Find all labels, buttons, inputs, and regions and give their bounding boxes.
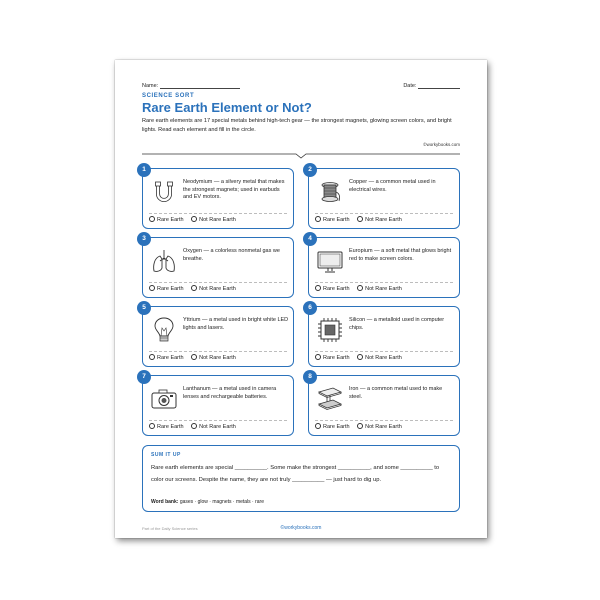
light-bulb-icon bbox=[149, 315, 179, 345]
computer-chip-icon bbox=[315, 315, 345, 345]
option-label: Not Rare Earth bbox=[365, 355, 402, 361]
question-text: Yttrium — a metal used in bright white LED lights and lasers. bbox=[183, 317, 289, 331]
card-divider bbox=[149, 213, 287, 214]
option-not-rare-earth[interactable] bbox=[191, 285, 236, 292]
answer-options bbox=[315, 216, 408, 223]
option-label: Rare Earth bbox=[323, 286, 350, 292]
site-footer: ©workybooks.com bbox=[280, 525, 322, 531]
card-divider bbox=[315, 351, 453, 352]
option-rare-earth[interactable] bbox=[149, 423, 184, 430]
option-label: Not Rare Earth bbox=[199, 355, 236, 361]
radio-circle[interactable] bbox=[315, 423, 321, 429]
option-rare-earth[interactable] bbox=[149, 216, 184, 223]
question-number-badge: 6 bbox=[303, 301, 317, 315]
series-footer: Part of the Daily Science series bbox=[142, 526, 198, 531]
radio-circle[interactable] bbox=[191, 285, 197, 291]
camera-icon bbox=[149, 384, 179, 414]
option-rare-earth[interactable] bbox=[149, 285, 184, 292]
radio-circle[interactable] bbox=[191, 216, 197, 222]
option-label: Rare Earth bbox=[157, 424, 184, 430]
option-rare-earth[interactable] bbox=[315, 216, 350, 223]
question-card-1 bbox=[142, 168, 294, 229]
monitor-icon bbox=[315, 246, 345, 276]
radio-circle[interactable] bbox=[357, 216, 363, 222]
option-label: Rare Earth bbox=[323, 355, 350, 361]
sum-it-up-box bbox=[142, 445, 460, 512]
card-divider bbox=[149, 282, 287, 283]
question-text: Silicon — a metalloid used in computer chips. bbox=[349, 317, 445, 331]
question-number-badge: 1 bbox=[137, 163, 151, 177]
option-not-rare-earth[interactable] bbox=[357, 423, 402, 430]
card-divider bbox=[149, 420, 287, 421]
copper-wire-spool-icon bbox=[315, 177, 345, 207]
question-number-badge: 5 bbox=[137, 301, 151, 315]
radio-circle[interactable] bbox=[315, 354, 321, 360]
date-blank[interactable] bbox=[418, 84, 460, 89]
radio-circle[interactable] bbox=[149, 285, 155, 291]
answer-options bbox=[149, 423, 242, 430]
question-text: Europium — a soft metal that glows bright red to make screen colors. bbox=[349, 248, 452, 262]
radio-circle[interactable] bbox=[149, 423, 155, 429]
question-number-badge: 7 bbox=[137, 370, 151, 384]
section-kicker: SCIENCE SORT bbox=[142, 93, 195, 99]
question-number-badge: 2 bbox=[303, 163, 317, 177]
answer-options bbox=[149, 354, 242, 361]
question-card-2 bbox=[308, 168, 460, 229]
intro-paragraph: Rare earth elements are 17 special metals behind high-tech gear — the strongest magnets, glowing screen colors, and bright lights. Read each element and fill in the circle. bbox=[142, 118, 452, 133]
lungs-icon bbox=[149, 246, 179, 276]
page-title: Rare Earth Element or Not? bbox=[142, 100, 312, 115]
question-card-4 bbox=[308, 237, 460, 298]
option-label: Not Rare Earth bbox=[199, 217, 236, 223]
radio-circle[interactable] bbox=[315, 285, 321, 291]
question-number-badge: 3 bbox=[137, 232, 151, 246]
option-label: Rare Earth bbox=[157, 217, 184, 223]
question-text: Lanthanum — a metal used in camera lenses and rechargeable batteries. bbox=[183, 386, 277, 400]
word-bank bbox=[151, 499, 264, 505]
sum-it-up-paragraph[interactable]: Rare earth elements are special __________. Some make the strongest __________, and some __________ to color our screens. Despite the name, they are not truly __________ — just hard to dig up. bbox=[151, 465, 440, 484]
option-label: Not Rare Earth bbox=[365, 424, 402, 430]
date-field[interactable] bbox=[403, 83, 460, 89]
name-label: Name: bbox=[142, 83, 159, 89]
name-field[interactable] bbox=[142, 83, 240, 89]
card-divider bbox=[315, 282, 453, 283]
option-not-rare-earth[interactable] bbox=[191, 423, 236, 430]
option-rare-earth[interactable] bbox=[149, 354, 184, 361]
card-divider bbox=[149, 351, 287, 352]
worksheet-page bbox=[115, 60, 487, 538]
radio-circle[interactable] bbox=[149, 354, 155, 360]
divider-line bbox=[142, 151, 460, 159]
question-number-badge: 4 bbox=[303, 232, 317, 246]
option-not-rare-earth[interactable] bbox=[357, 354, 402, 361]
question-card-3 bbox=[142, 237, 294, 298]
answer-options bbox=[149, 216, 242, 223]
radio-circle[interactable] bbox=[191, 354, 197, 360]
option-label: Rare Earth bbox=[323, 217, 350, 223]
sum-it-up-title: SUM IT UP bbox=[151, 452, 181, 458]
iron-beam-icon bbox=[315, 384, 345, 414]
radio-circle[interactable] bbox=[149, 216, 155, 222]
radio-circle[interactable] bbox=[191, 423, 197, 429]
question-card-5 bbox=[142, 306, 294, 367]
card-divider bbox=[315, 213, 453, 214]
option-rare-earth[interactable] bbox=[315, 354, 350, 361]
answer-options bbox=[315, 285, 408, 292]
answer-options bbox=[149, 285, 242, 292]
question-text: Iron — a common metal used to make steel. bbox=[349, 386, 443, 400]
option-label: Not Rare Earth bbox=[365, 217, 402, 223]
radio-circle[interactable] bbox=[357, 285, 363, 291]
option-not-rare-earth[interactable] bbox=[191, 354, 236, 361]
question-card-6 bbox=[308, 306, 460, 367]
question-text: Copper — a common metal used in electrical wires. bbox=[349, 179, 436, 193]
question-text: Oxygen — a colorless nonmetal gas we breathe. bbox=[183, 248, 280, 262]
question-card-8 bbox=[308, 375, 460, 436]
answer-options bbox=[315, 423, 408, 430]
option-label: Rare Earth bbox=[323, 424, 350, 430]
option-not-rare-earth[interactable] bbox=[357, 285, 402, 292]
option-label: Rare Earth bbox=[157, 286, 184, 292]
option-label: Not Rare Earth bbox=[199, 286, 236, 292]
magnet-icon bbox=[149, 177, 179, 207]
question-card-7 bbox=[142, 375, 294, 436]
option-rare-earth[interactable] bbox=[315, 423, 350, 430]
answer-options bbox=[315, 354, 408, 361]
option-rare-earth[interactable] bbox=[315, 285, 350, 292]
radio-circle[interactable] bbox=[357, 354, 363, 360]
option-label: Not Rare Earth bbox=[199, 424, 236, 430]
name-blank[interactable] bbox=[160, 84, 240, 89]
word-bank-words: gases · glow · magnets · metals · rare bbox=[179, 499, 265, 505]
option-not-rare-earth[interactable] bbox=[191, 216, 236, 223]
option-label: Not Rare Earth bbox=[365, 286, 402, 292]
question-text: Neodymium — a silvery metal that makes the strongest magnets; used in earbuds and EV motors. bbox=[183, 179, 285, 201]
card-divider bbox=[315, 420, 453, 421]
radio-circle[interactable] bbox=[315, 216, 321, 222]
credit-text: ©workybooks.com bbox=[423, 142, 460, 147]
question-number-badge: 8 bbox=[303, 370, 317, 384]
word-bank-label: Word bank: bbox=[151, 499, 179, 505]
option-label: Rare Earth bbox=[157, 355, 184, 361]
option-not-rare-earth[interactable] bbox=[357, 216, 402, 223]
date-label: Date: bbox=[403, 83, 417, 89]
radio-circle[interactable] bbox=[357, 423, 363, 429]
